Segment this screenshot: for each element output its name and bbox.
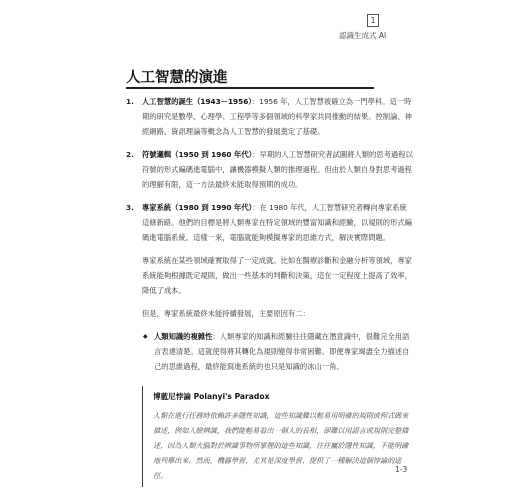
title-underline xyxy=(126,87,374,89)
section-title: 人工智慧的演進 xyxy=(126,70,228,86)
note-body: 人類在進行任務時依賴許多隱性知識，這些知識難以輕易用明確的規則或程式碼來描述，例如人臉辨識，我們能輕易看出一個人的長相，卻難以用語言或規則完整描述，因為人類大腦對於辨識事物所掌握的這些知識，往往屬於隱性知識，不能明確地列舉出來。然而，機器學習，尤其是深度學習，提供了一種解決這個悖論的途徑。 xyxy=(153,411,409,480)
list-number: 3. xyxy=(126,203,134,212)
note-title: 博藍尼悖論 Polanyi's Paradox xyxy=(153,392,270,401)
list-number: 1. xyxy=(126,97,134,106)
list-item-text: ：早期的人工智慧研究者試圖將人類的思考過程以符號的形式編碼進電腦中，讓機器模擬人類的推理過程。但由於人類自身對思考過程的理解有限，這一方法最終未能取得預期的成功。 xyxy=(142,150,413,189)
page-number: 1-3 xyxy=(395,465,408,474)
body-paragraph: 專家系統在某些領域確實取得了一定成就。比如在醫療診斷和金融分析等領域，專家系統能夠根據既定規則，做出一些基本的判斷和決策，這在一定程度上提高了效率，降低了成本。 xyxy=(142,256,412,295)
sidebar-note xyxy=(142,386,415,487)
list-item-heading: 專家系統（1980 到 1990 年代） xyxy=(142,203,253,212)
page-content xyxy=(126,94,414,487)
list-item-text: ：1956 年，人工智慧被確立為一門學科。這一時期的研究是數學、心理學、工程學等多個領域的科學家共同推動的結果。控制論、神經網路、資訊理論等概念為人工智慧的發展奠定了基礎。 xyxy=(142,97,412,136)
list-item-1 xyxy=(126,94,414,139)
bullet-diamond-icon: ◆ xyxy=(143,333,148,340)
list-item-2 xyxy=(126,147,414,192)
running-head: 認識生成式 AI xyxy=(339,31,387,40)
chapter-number-badge: 1 xyxy=(367,14,379,27)
list-item-text: ：在 1980 年代，人工智慧研究者轉向專家系統這條新路。他們的目標是將人類專家在特定領域的豐富知識和經驗，以規則的形式編碼進電腦系統。這樣一來，電腦就能夠模擬專家的思維方式，解決實際問題。 xyxy=(142,203,412,242)
bullet-item xyxy=(126,329,414,374)
body-paragraph: 但是，專家系統最終未能持續發展，主要原因有二： xyxy=(142,309,310,318)
list-item-heading: 人工智慧的誕生（1943－1956） xyxy=(142,97,252,106)
bullet-heading: 人類知識的複雜性 xyxy=(154,332,213,341)
list-item-3 xyxy=(126,200,414,245)
bullet-text: ：人類專家的知識和經驗往往隱藏在潛意識中，很難完全用語言表達清楚。這就使得將其轉化為規則變得非常困難。即便專家竭盡全力描述自己的思維過程，最終能寫進系統的也只是知識的冰山一角。 xyxy=(154,332,410,371)
list-item-heading: 符號邏輯（1950 到 1960 年代） xyxy=(142,150,253,159)
list-number: 2. xyxy=(126,150,134,159)
